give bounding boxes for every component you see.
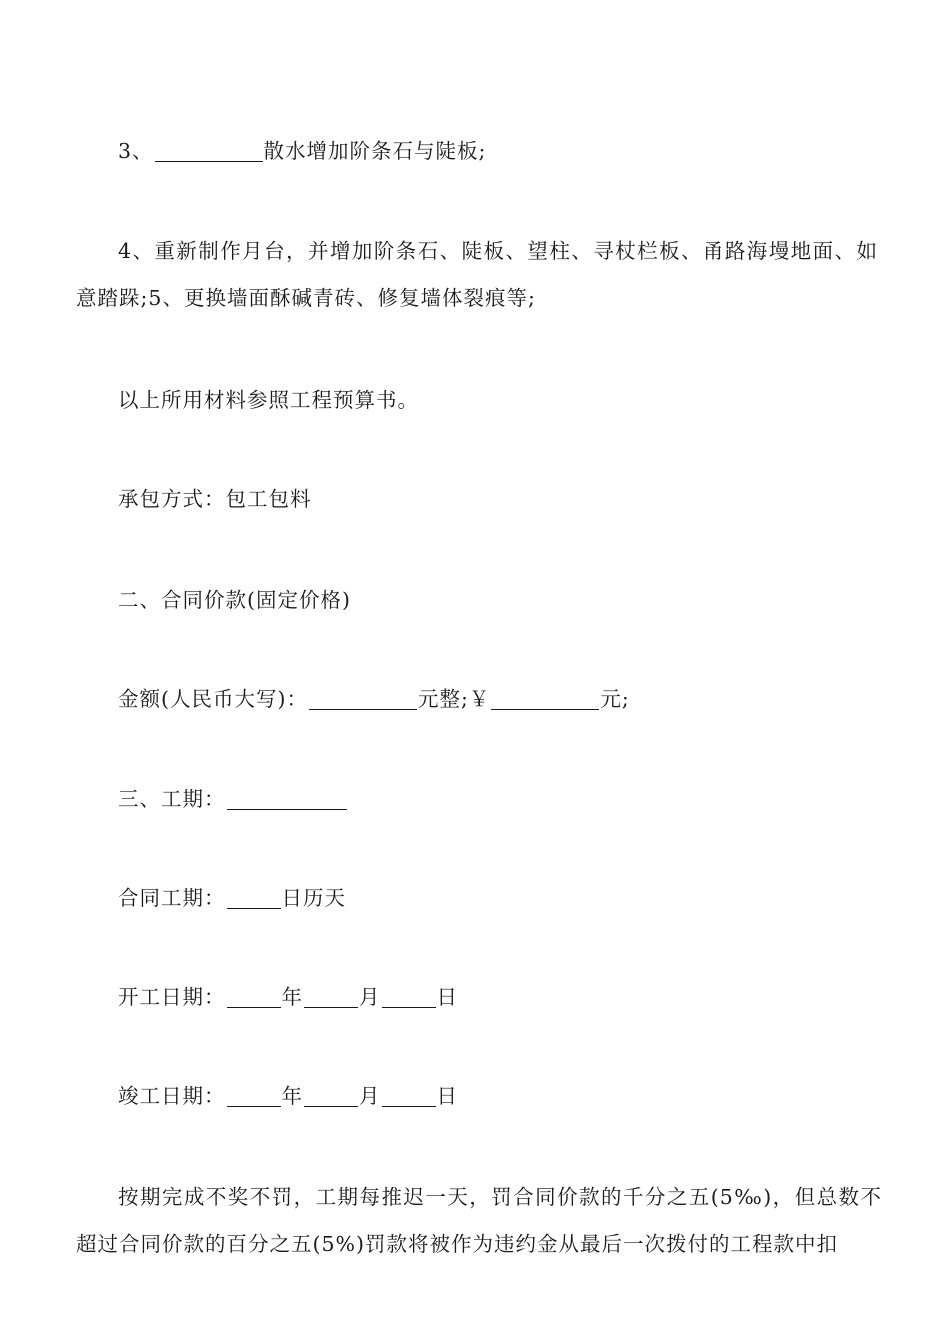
end-date-label: 竣工日期：: [118, 1084, 226, 1108]
paragraph-end-date: [76, 1073, 884, 1120]
start-day-blank: [382, 986, 436, 1008]
end-month-blank: [304, 1085, 358, 1107]
paragraph-start-date: [76, 974, 884, 1021]
contract-days-label: 合同工期：: [118, 886, 226, 910]
duration-label: 三、工期：: [118, 787, 226, 811]
section-heading-contract-price: 二、合同价款(固定价格): [118, 588, 351, 612]
start-day-unit: 日: [436, 985, 458, 1009]
amount-label: 金额(人民币大写)：: [118, 687, 308, 711]
start-month-unit: 月: [359, 985, 381, 1009]
end-year-blank: [227, 1085, 281, 1107]
paragraph-items-4-5: 4、重新制作月台，并增加阶条石、陡板、望柱、寻杖栏板、甬路海墁地面、如意踏跺;5、更换墙面酥碱青砖、修复墙体裂痕等;: [76, 239, 878, 310]
amount-figures-blank: [491, 688, 599, 710]
item-3-blank: [155, 140, 263, 162]
contract-days-unit: 日历天: [281, 886, 346, 910]
start-date-label: 开工日期：: [118, 985, 226, 1009]
end-day-unit: 日: [436, 1084, 458, 1108]
contract-days-blank: [227, 887, 281, 909]
start-year-unit: 年: [281, 985, 303, 1009]
paragraph-contract-mode: 承包方式：包工包料: [118, 487, 312, 511]
section-heading-duration: [76, 776, 884, 823]
item-3-text: 散水增加阶条石与陡板;: [263, 139, 487, 163]
paragraph-amount: [76, 676, 884, 723]
amount-end-text: 元;: [600, 687, 630, 711]
start-month-blank: [304, 986, 358, 1008]
paragraph-contract-days: [76, 875, 884, 922]
duration-blank: [227, 788, 347, 810]
item-3-number: 3、: [118, 139, 154, 163]
end-month-unit: 月: [359, 1084, 381, 1108]
paragraph-materials: 以上所用材料参照工程预算书。: [118, 388, 419, 412]
end-year-unit: 年: [281, 1084, 303, 1108]
amount-mid-text: 元整;￥: [418, 687, 491, 711]
amount-words-blank: [309, 688, 417, 710]
start-year-blank: [227, 986, 281, 1008]
paragraph-item-3: [76, 128, 884, 175]
end-day-blank: [382, 1085, 436, 1107]
paragraph-penalty: 按期完成不奖不罚，工期每推迟一天，罚合同价款的千分之五(5‰)，但总数不超过合同价款的百分之五(5%)罚款将被作为违约金从最后一次拨付的工程款中扣: [76, 1185, 882, 1256]
